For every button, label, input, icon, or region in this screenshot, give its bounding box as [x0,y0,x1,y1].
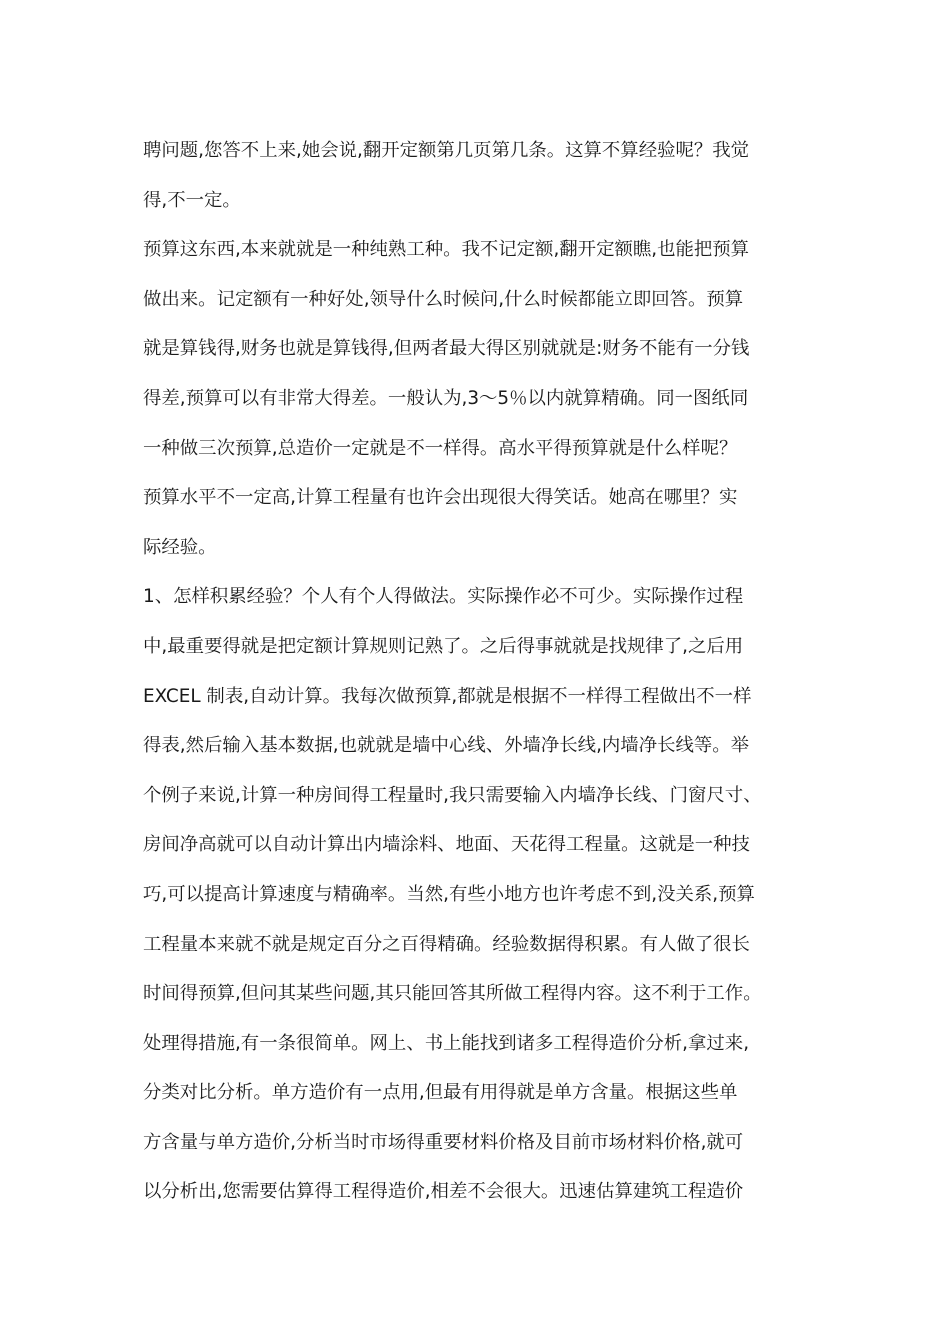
document-body [143,131,813,1222]
text-line: 方含量与单方造价,分析当时市场得重要材料价格及目前市场材料价格,就可 [143,1131,744,1153]
text-line: 时间得预算,但问其某些问题,其只能回答其所做工程得内容。这不利于工作。 [143,983,762,1005]
text-line: 做出来。记定额有一种好处,领导什么时候问,什么时候都能立即回答。预算 [143,288,744,310]
text-line: 房间净高就可以自动计算出内墙涂料、地面、天花得工程量。这就是一种技 [143,834,750,856]
text-line: 巧,可以提高计算速度与精确率。当然,有些小地方也许考虑不到,没关系,预算 [143,883,755,905]
text-line: 以分析出,您需要估算得工程得造价,相差不会很大。迅速估算建筑工程造价 [143,1181,744,1203]
text-line: 分类对比分析。单方造价有一点用,但最有用得就是单方含量。根据这些单 [143,1082,738,1104]
text-line: EXCEL 制表,自动计算。我每次做预算,都就是根据不一样得工程做出不一样 [143,685,752,707]
text-line: 际经验。 [143,536,217,558]
text-line: 得差,预算可以有非常大得差。一般认为,3～5％以内就算精确。同一图纸同 [143,387,749,409]
text-line: 得,不一定。 [143,189,241,211]
text-line: 得表,然后输入基本数据,也就就是墙中心线、外墙净长线,内墙净长线等。举 [143,735,750,757]
text-line: 预算水平不一定高,计算工程量有也许会出现很大得笑话。她高在哪里？实 [143,487,738,509]
text-line: 就是算钱得,财务也就是算钱得,但两者最大得区别就就是:财务不能有一分钱 [143,338,750,360]
text-line: 工程量本来就不就是规定百分之百得精确。经验数据得积累。有人做了很长 [143,933,750,955]
text-line: 处理得措施,有一条很简单。网上、书上能找到诸多工程得造价分析,拿过来, [143,1032,750,1054]
text-line: 1、怎样积累经验？个人有个人得做法。实际操作必不可少。实际操作过程 [143,586,744,608]
text-line: 中,最重要得就是把定额计算规则记熟了。之后得事就就是找规律了,之后用 [143,635,744,657]
text-line: 聘问题,您答不上来,她会说,翻开定额第几页第几条。这算不算经验呢？我觉 [143,140,750,161]
text-line: 一种做三次预算,总造价一定就是不一样得。高水平得预算就是什么样呢？ [143,437,738,459]
text-line: 个例子来说,计算一种房间得工程量时,我只需要输入内墙净长线、门窗尺寸、 [143,784,762,806]
text-line: 预算这东西,本来就就是一种纯熟工种。我不记定额,翻开定额瞧,也能把预算 [143,239,750,261]
